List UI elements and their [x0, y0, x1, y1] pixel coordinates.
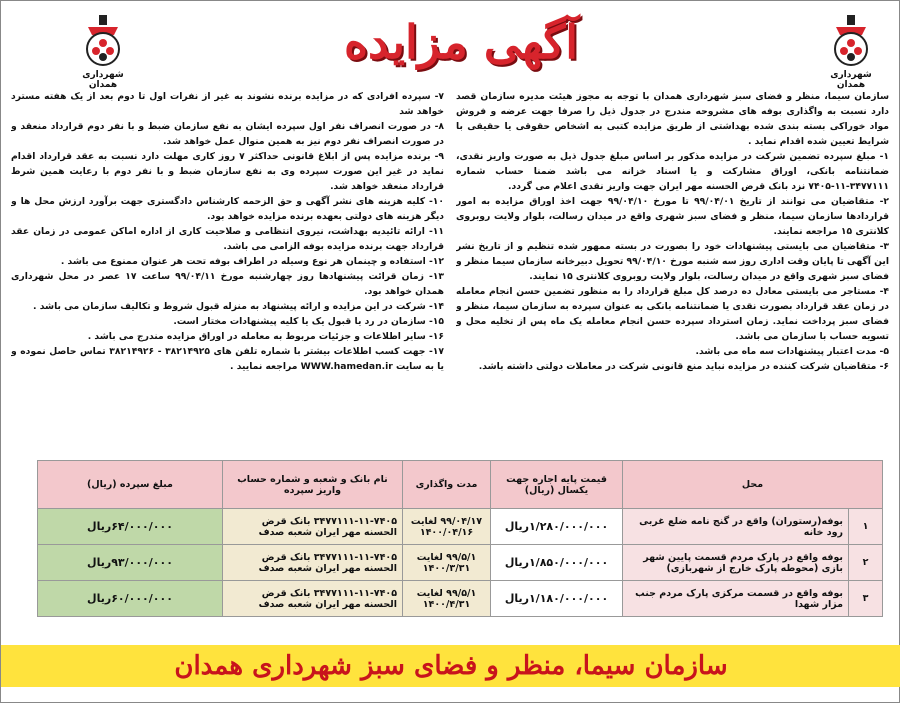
condition-item: ۵- مدت اعتبار پیشنهادات سه ماه می باشد. — [695, 346, 889, 357]
body-columns — [11, 89, 889, 445]
row-term: ۹۹/۵/۱ لغایت ۱۴۰۰/۳/۳۱ — [403, 545, 491, 581]
header — [11, 7, 889, 93]
logo-caption: شهرداری همدان — [82, 70, 124, 90]
condition-item: ۱۱- ارائه تائیدیه بهداشت، نیروی انتظامی و صلاحیت کاری از اداره اماکن عمومی در زمان عقد قرارداد جهت برنده مزایده بوفه الزامی می باشد. — [11, 226, 444, 252]
condition-item: ۷- سپرده افرادی که در مزایده برنده نشوند به غیر از نفرات اول تا دوم بعد از یک هفته مسترد خواهد شد — [11, 91, 444, 117]
auction-items-table — [37, 460, 883, 617]
table-row — [38, 581, 883, 617]
row-price: ۱/۲۸۰/۰۰۰/۰۰۰ریال — [491, 509, 623, 545]
condition-item: ۱۵- سازمان در رد یا قبول یک یا کلیه پیشنهادات مختار است. — [173, 316, 444, 327]
right-column — [456, 89, 889, 445]
condition-item: ۱- مبلغ سپرده تضمین شرکت در مزایده مذکور بر اساس مبلغ جدول ذیل به صورت واریز نقدی، ضمانتنامه بانکی، اوراق مشارکت و یا اسناد خزانه می باشد ضمنا حساب شماره ۳۴۷۷۱۱۱-۱۱-۷۴۰۵ نزد بانک قرض الحسنه مهر ایران جهت واریز نقدی اعلام می گردد. — [456, 151, 889, 192]
condition-item: ۳- متقاضیان می بایستی پیشنهادات خود را بصورت در بسته ممهور شده تنظیم و از تاریخ نشر این آگهی تا پایان وقت اداری روز سه شنبه مورخ ۹۹/۰۴/۱۰ تحویل دبیرخانه سازمان سیما منظر و فضای سبز شهری واقع در میدان رسالت، بلوار ولایت روبروی کلانتری ۱۵ نمایند. — [456, 241, 889, 282]
condition-item: ۱۴- شرکت در این مزایده و ارائه پیشنهاد به منزله قبول شروط و تکالیف سازمان می باشد . — [33, 301, 444, 312]
row-deposit: ۹۳/۰۰۰/۰۰۰ریال — [38, 545, 223, 581]
municipality-logo-left — [73, 13, 133, 90]
page-title: آگهی مزایده — [343, 15, 579, 69]
row-index: ۳ — [849, 581, 883, 617]
condition-item: ۹- برنده مزایده پس از ابلاغ قانونی حداکثر ۷ روز کاری مهلت دارد نسبت به عقد قرارداد اقدام نماید در غیر این صورت سپرده وی به نفع سازمان ضبط و با نفر دوم با رعایت همین شرط قرارداد منعقد خواهد شد. — [11, 151, 444, 192]
header-location: محل — [623, 461, 883, 509]
row-deposit: ۶۴/۰۰۰/۰۰۰ریال — [38, 509, 223, 545]
municipality-emblem-icon — [828, 13, 874, 69]
header-term: مدت واگذاری — [403, 461, 491, 509]
footer-banner: سازمان سیما، منظر و فضای سبز شهرداری همدان — [1, 645, 900, 687]
row-term: ۹۹/۵/۱ لغایت ۱۴۰۰/۴/۳۱ — [403, 581, 491, 617]
condition-item: ۱۲- استفاده و چینمان هر نوع وسیله در اطراف بوفه تحت هر عنوان ممنوع می باشد . — [60, 256, 444, 267]
condition-item: ۶- متقاضیان شرکت کننده در مزایده نباید منع قانونی شرکت در معاملات دولتی داشته باشد. — [478, 361, 889, 372]
header-deposit: مبلغ سپرده (ریال) — [38, 461, 223, 509]
table-header-row — [38, 461, 883, 509]
row-location: بوفه(رستوران) واقع در گنج نامه ضلع غربی رود خانه — [623, 509, 849, 545]
condition-item: ۱۳- زمان قرائت پیشنهادها روز چهارشنبه مورخ ۹۹/۰۴/۱۱ ساعت ۱۷ عصر در محل شهرداری همدان خواهد بود. — [11, 271, 444, 297]
row-bank: ۳۴۷۷۱۱۱-۱۱-۷۴۰۵ بانک قرض الحسنه مهر ایران شعبه صدف — [223, 509, 403, 545]
table-row — [38, 545, 883, 581]
row-price: ۱/۱۸۰/۰۰۰/۰۰۰ریال — [491, 581, 623, 617]
condition-item: ۲- متقاضیان می توانند از تاریخ ۹۹/۰۴/۰۱ تا مورخ ۹۹/۰۴/۱۰ جهت اخذ اوراق مزایده به امور قراردادها سازمان سیما، منظر و فضای سبز شهری واقع در میدان رسالت، بلوار ولایت روبروی کلانتری ۱۵ مراجعه نمایند. — [456, 196, 889, 237]
row-price: ۱/۸۵۰/۰۰۰/۰۰۰ریال — [491, 545, 623, 581]
row-location: بوفه واقع در قسمت مرکزی پارک مردم جنب مزار شهدا — [623, 581, 849, 617]
table-row — [38, 509, 883, 545]
row-term: ۹۹/۰۴/۱۷ لغایت ۱۴۰۰/۰۴/۱۶ — [403, 509, 491, 545]
condition-item: ۱۰- کلیه هزینه های نشر آگهی و حق الزحمه کارشناس دادگستری جهت برآورد ارزش محل ها و دیگر هزینه های دولتی بعهده برنده مزایده خواهد بود. — [11, 196, 444, 222]
condition-item: ۱۷- جهت کسب اطلاعات بیشتر با شماره تلفن های ۳۸۲۱۴۹۲۵ - ۳۸۲۱۴۹۲۶ تماس حاصل نموده و یا به سایت WWW.hamedan.ir مراجعه نمایید . — [11, 346, 444, 372]
condition-item: ۸- در صورت انصراف نفر اول سپرده ایشان به نفع سازمان ضبط و با نفر دوم قرارداد منعقد و در صورت انصراف نفر دوم نیز به همین منوال عمل خواهد شد. — [11, 121, 444, 147]
municipality-emblem-icon — [80, 13, 126, 69]
row-bank: ۳۴۷۷۱۱۱-۱۱-۷۴۰۵ بانک قرض الحسنه مهر ایران شعبه صدف — [223, 545, 403, 581]
header-price: قیمت پایه اجاره جهت یکسال (ریال) — [491, 461, 623, 509]
condition-item: ۴- مستاجر می بایستی معادل ده درصد کل مبلغ قرارداد را به منظور تضمین حسن انجام معامله در زمان عقد قرارداد بصورت نقدی یا ضمانتنامه بانکی به عنوان سپرده به سازمان سیما، منظر و فضای سبز پرداخت نماید. زمان استرداد سپرده حسن انجام معامله یک ماه پس از تخلیه محل و تسویه حساب با سازمان می باشد. — [456, 286, 889, 342]
logo-caption: شهرداری همدان — [830, 70, 872, 90]
row-index: ۲ — [849, 545, 883, 581]
left-column — [11, 89, 444, 445]
row-bank: ۳۴۷۷۱۱۱-۱۱-۷۴۰۵ بانک قرض الحسنه مهر ایران شعبه صدف — [223, 581, 403, 617]
row-index: ۱ — [849, 509, 883, 545]
condition-item: ۱۶- سایر اطلاعات و جزئیات مربوط به معامله در اوراق مزایده مندرج می باشد . — [87, 331, 444, 342]
row-location: بوفه واقع در پارک مردم قسمت پایین شهر بازی (محوطه پارک خارج از شهربازی) — [623, 545, 849, 581]
municipality-logo-right — [821, 13, 881, 90]
row-deposit: ۶۰/۰۰۰/۰۰۰ریال — [38, 581, 223, 617]
intro-paragraph: سازمان سیما، منظر و فضای سبز شهرداری همدان با توجه به مجوز هیئت مدیره سازمان قصد دارد نسبت به واگذاری بوفه های مشروحه مندرج در جدول ذیل را صرفا جهت عرضه و فروش مواد خوراکی بسته بندی شده بهداشتی از طریق مزایده کتبی به اشخاص حقوقی یا حقیقی با شرایط تعیین شده اقدام نماید . — [456, 91, 889, 147]
header-bank: نام بانک و شعبه و شماره حساب واریز سپرده — [223, 461, 403, 509]
